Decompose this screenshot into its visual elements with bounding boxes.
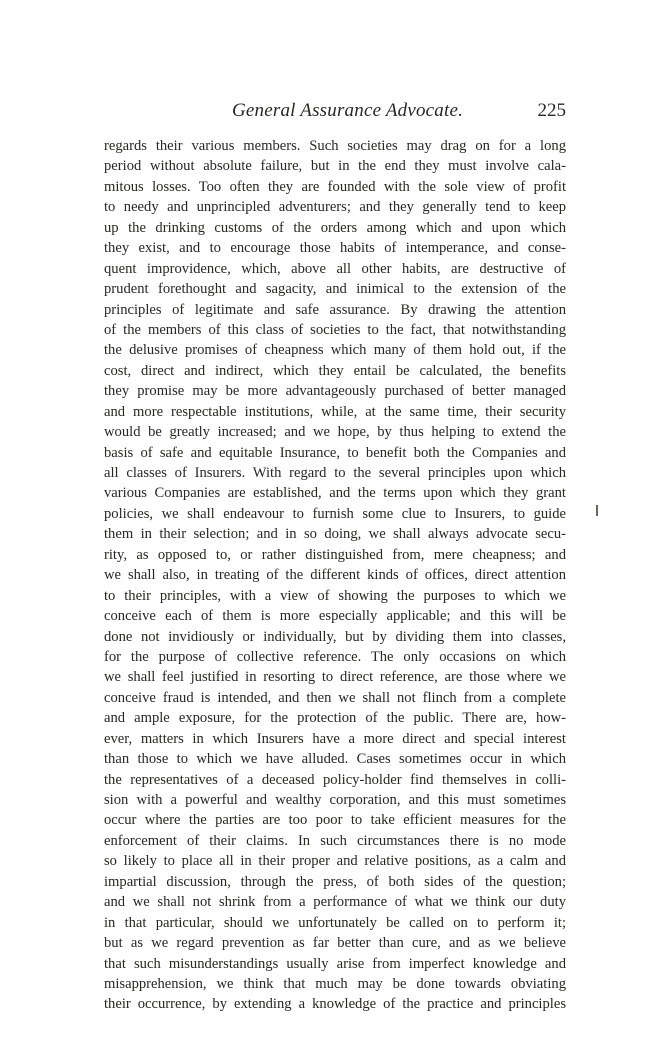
margin-mark [596,505,598,516]
text-line: for the purpose of collective reference. The only occasions on which [104,648,566,665]
text-line: enforcement of their claims. In such circumstances there is no mode [104,832,566,849]
text-line: of the members of this class of societies to the fact, that notwithstanding [104,321,566,338]
text-line: would be greatly increased; and we hope, by thus helping to extend the [104,424,566,441]
text-line: we shall feel justified in resorting to direct reference, are those where we [104,669,566,686]
text-line: impartial discussion, through the press, of both sides of the question; [104,873,566,890]
text-line: conceive fraud is intended, and then we shall not flinch from a complete [104,689,566,706]
text-line: basis of safe and equitable Insurance, to benefit both the Companies and [104,444,566,461]
text-line: occur where the parties are too poor to take efficient measures for the [104,812,566,829]
text-line: policies, we shall endeavour to furnish some clue to Insurers, to guide [104,505,566,522]
text-line: mitous losses. Too often they are founded with the sole view of profit [104,178,566,195]
text-line: they exist, and to encourage those habits of intemperance, and conse- [104,240,566,257]
running-header [104,100,566,126]
text-line: we shall also, in treating of the different kinds of offices, direct attention [104,567,566,584]
text-line: and ample exposure, for the protection of the public. There are, how- [104,710,566,727]
text-line: prudent forethought and sagacity, and inimical to the extension of the [104,281,566,298]
text-line: their occurrence, by extending a knowledge of the practice and principles [104,996,566,1013]
body-text [104,136,566,1015]
text-line: period without absolute failure, but in the end they must involve cala- [104,158,566,175]
text-line: so likely to place all in their proper and relative positions, as a calm and [104,853,566,870]
text-line: ever, matters in which Insurers have a more direct and special interest [104,730,566,747]
text-line: cost, direct and indirect, which they entail be calculated, the benefits [104,362,566,379]
running-title: General Assurance Advocate. [232,100,464,121]
text-line: regards their various members. Such societies may drag on for a long [104,138,566,154]
text-line: that such misunderstandings usually arise from imperfect knowledge and [104,955,566,972]
text-line: rity, as opposed to, or rather distinguished from, mere cheapness; and [104,546,566,563]
text-line: principles of legitimate and safe assurance. By drawing the attention [104,301,566,318]
text-line: quent improvidence, which, above all other habits, are destructive of [104,260,566,277]
text-line: them in their selection; and in so doing, we shall always advocate secu- [104,526,566,543]
text-line: all classes of Insurers. With regard to the several principles upon which [104,465,566,481]
text-line: conceive each of them is more especially applicable; and this will be [104,608,566,625]
text-line: sion with a powerful and wealthy corporation, and this must sometimes [104,792,566,808]
text-line: in that particular, should we unfortunately be called on to perform it; [104,914,566,931]
text-line: various Companies are established, and the terms upon which they grant [104,485,566,502]
text-line: misapprehension, we think that much may be done towards obviating [104,975,566,992]
page-number: 225 [537,100,566,121]
text-line: than those to which we have alluded. Cases sometimes occur in which [104,751,566,768]
text-line: but as we regard prevention as far better than cure, and as we believe [104,935,566,952]
text-line: to needy and unprincipled adventurers; and they generally tend to keep [104,199,566,216]
text-line: up the drinking customs of the orders among which and upon which [104,219,566,236]
text-line: and more respectable institutions, while, at the same time, their security [104,403,566,420]
text-line: to their principles, with a view of showing the purposes to which we [104,587,566,604]
text-line: and we shall not shrink from a performance of what we think our duty [104,894,566,911]
text-line: done not invidiously or individually, but by dividing them into classes, [104,628,566,645]
text-line: the delusive promises of cheapness which many of them hold out, if the [104,342,566,359]
text-line: the representatives of a deceased policy-holder find themselves in colli- [104,771,566,788]
text-line: they promise may be more advantageously purchased of better managed [104,383,566,400]
